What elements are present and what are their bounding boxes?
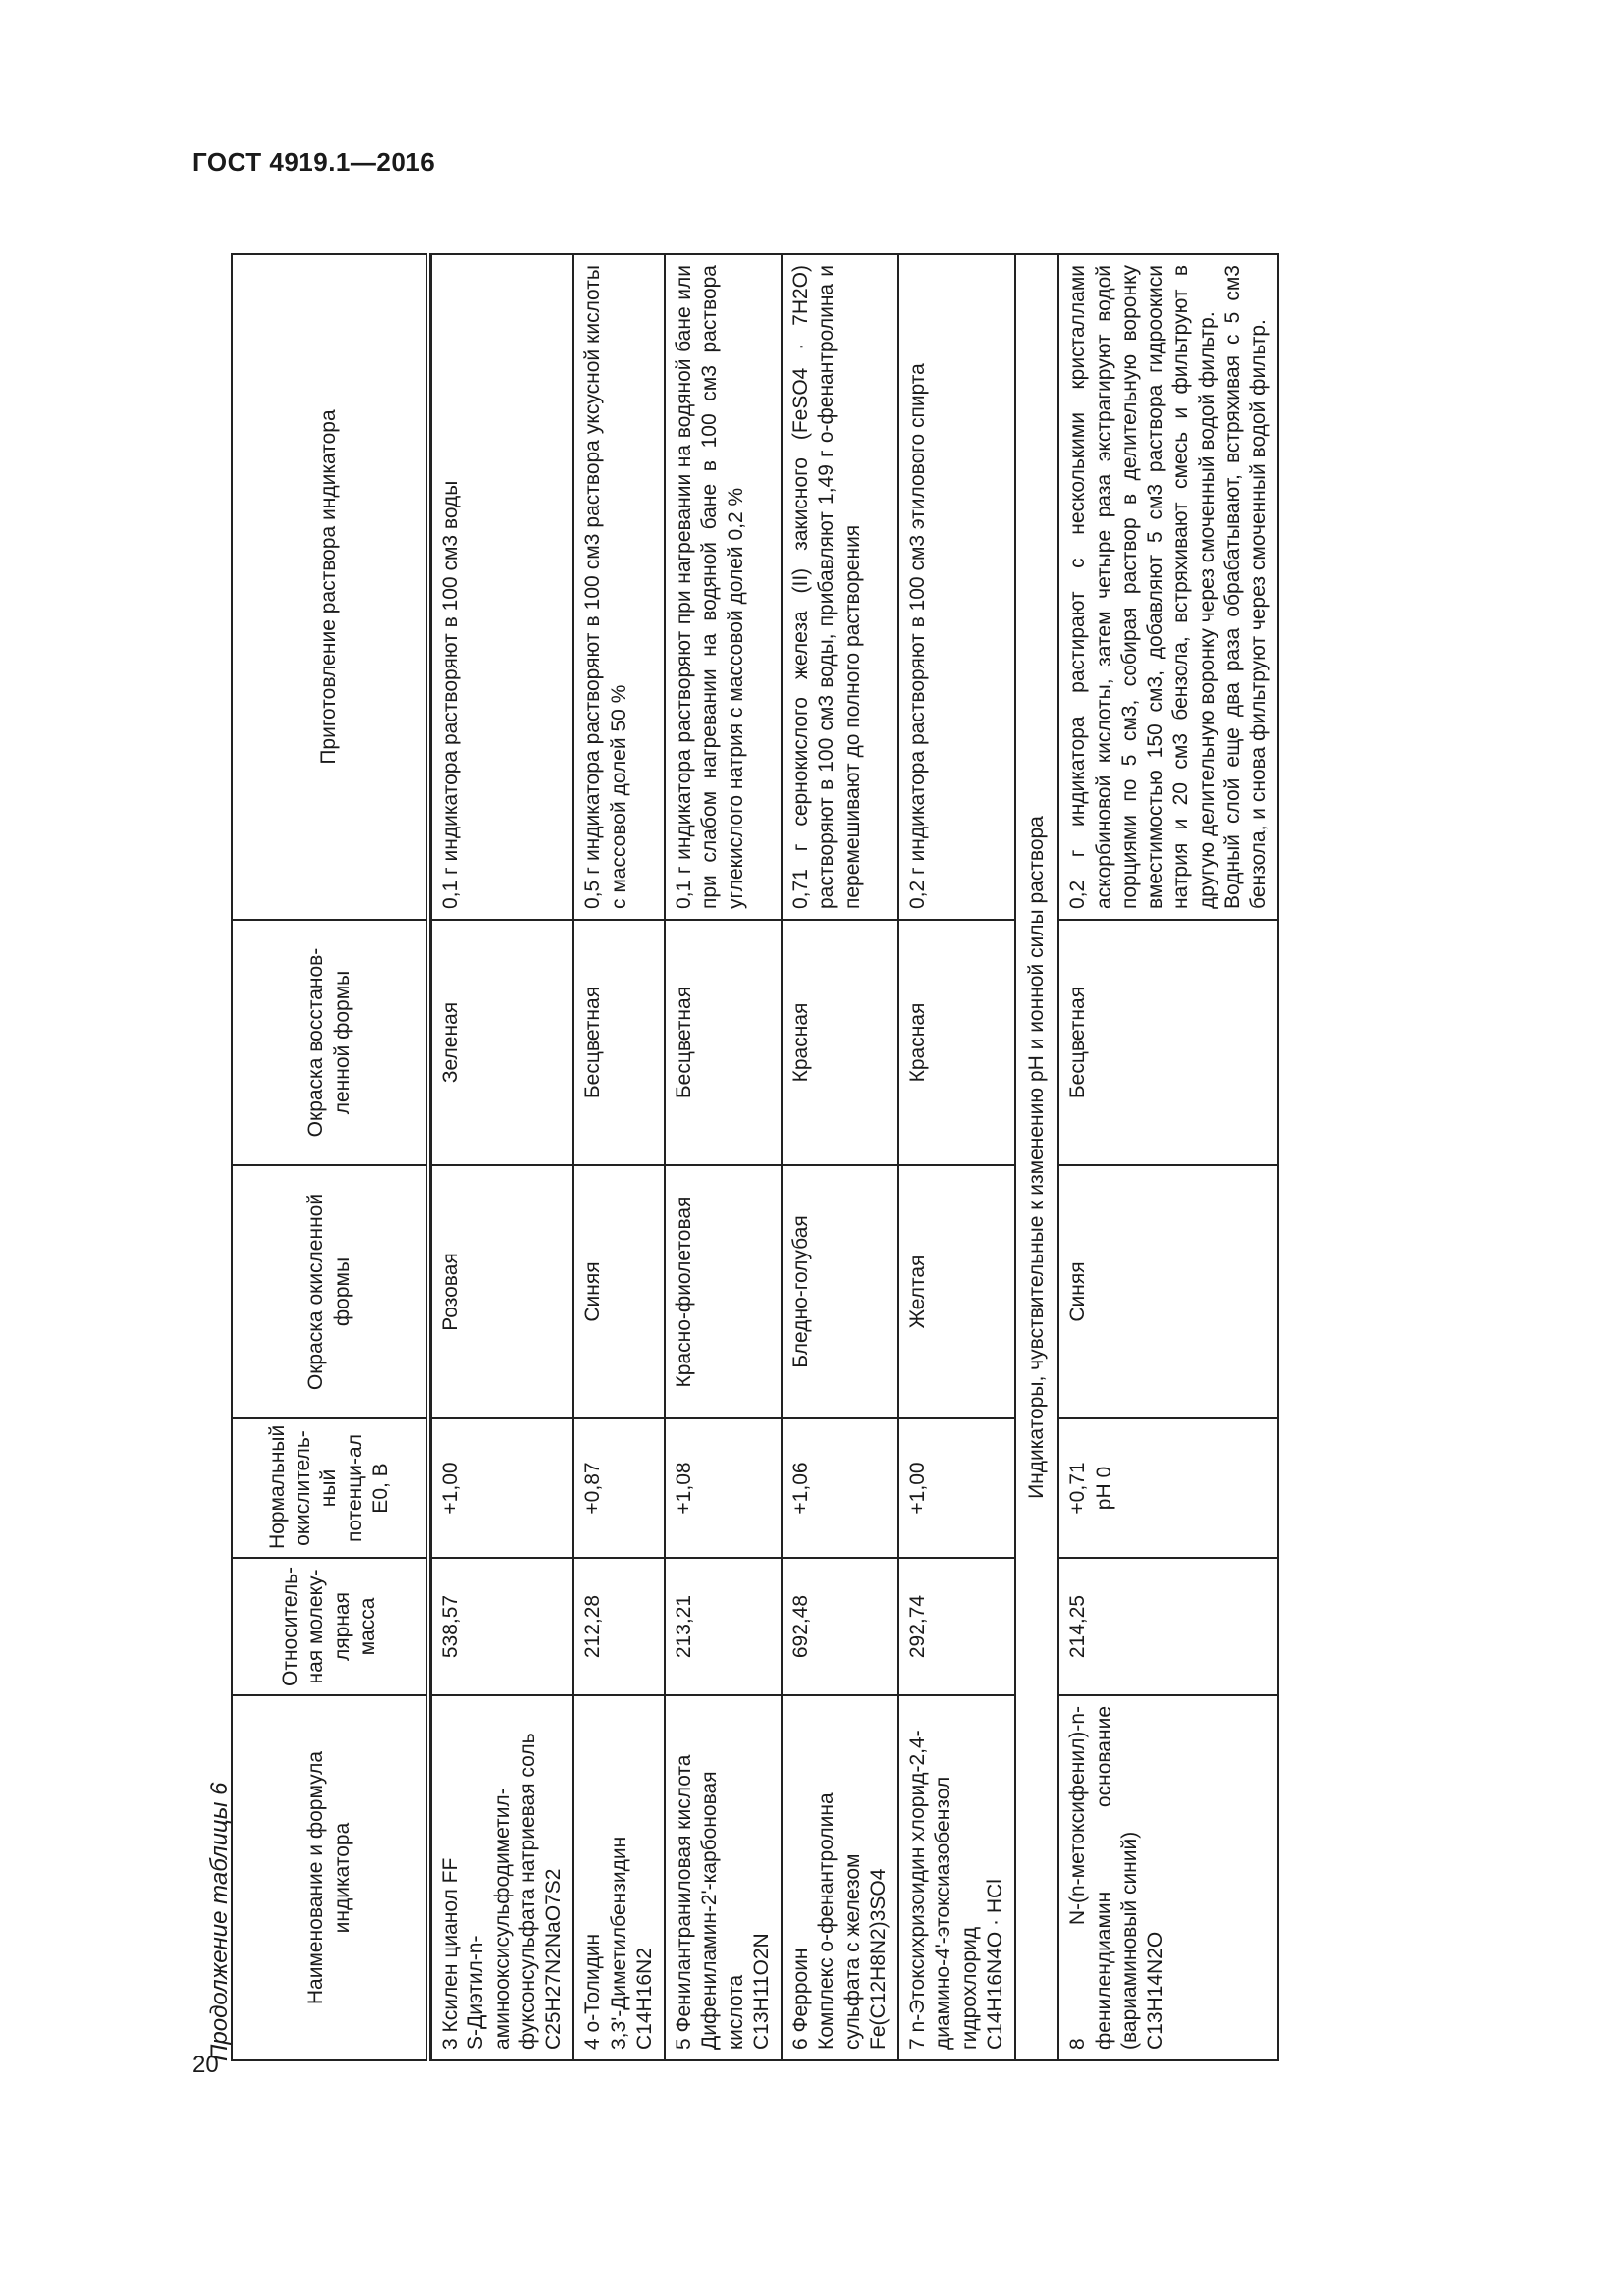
reduced-color: Бесцветная (1058, 920, 1278, 1165)
normal-potential: +0,71 (1066, 1462, 1090, 1515)
indicator-formula: C14H16N4O · HCl (983, 1879, 1006, 2050)
table-row (782, 254, 898, 2060)
molecular-mass: 538,57 (431, 1558, 573, 1695)
reduced-color: Бесцветная (573, 920, 665, 1165)
header-oxidized: Окраска окисленной формы (232, 1165, 428, 1418)
indicator-name-line: 4 о-Толидин (581, 1933, 605, 2050)
header-potential: Нормальный окислитель-ный потенци-ал E0, В (232, 1418, 428, 1558)
header-preparation: Приготовление раствора индикатора (232, 254, 428, 920)
preparation-cell (1058, 254, 1278, 920)
normal-potential: +1,00 (431, 1418, 573, 1558)
page-number: 20 (192, 2052, 219, 2078)
reduced-color: Бесцветная (665, 920, 782, 1165)
table-row (665, 254, 782, 2060)
header-reduced: Окраска восстанов-ленной формы (232, 920, 428, 1165)
table-row (431, 254, 573, 2060)
oxidized-color: Синяя (573, 1165, 665, 1418)
indicator-name-line: 3,3'-Диметилбензидин (607, 1836, 630, 2050)
reduced-color: Зеленая (431, 920, 573, 1165)
indicator-name-line: S-Диэтил-n-аминооксисульфодиметил-фуксонсульфата натриевая соль (464, 1733, 539, 2050)
preparation-text: 0,2 г индикатора растворяют в 100 см3 этилового спирта (898, 254, 1015, 920)
molecular-mass: 213,21 (665, 1558, 782, 1695)
indicator-name-line: 7 n-Этоксихризоидин хлорид-2,4-диамино-4'-этоксиазобензол гидрохлорид (906, 1730, 981, 2050)
section-title: Индикаторы, чувствительные к изменению pH и ионной силы раствора (1015, 254, 1058, 2060)
preparation-text: 0,1 г индикатора растворяют в 100 см3 воды (431, 254, 573, 920)
indicator-name-cell (898, 1695, 1015, 2060)
table-row (898, 254, 1015, 2060)
indicator-name-line: Комплекс о-фенантролина сульфата с железом (815, 1792, 864, 2050)
rotated-table-area (206, 255, 1365, 2061)
molecular-mass: 212,28 (573, 1558, 665, 1695)
oxidized-color: Красно-фиолетовая (665, 1165, 782, 1418)
table-header-row (232, 254, 428, 2060)
indicator-name-cell (782, 1695, 898, 2060)
table-row (573, 254, 665, 2060)
preparation-text: 0,71 г сернокислого железа (II) закисного (FeSO4 · 7H2O) растворяют в 100 см3 воды, прибавляют 1,49 г о-фенантролина и перемешивают до полного растворения (782, 254, 898, 920)
oxidized-color: Желтая (898, 1165, 1015, 1418)
indicator-name-line: 8 N-(n-метоксифенил)-n-фенилендиамин основание (вариаминовый синий) (1066, 1706, 1141, 2050)
header-name: Наименование и формула индикатора (232, 1695, 428, 2060)
indicator-name-line: 6 Ферроин (789, 1948, 812, 2050)
normal-potential: +0,87 (573, 1418, 665, 1558)
header-mass: Относитель-ная молеку-лярная масса (232, 1558, 428, 1695)
preparation-text: 0,5 г индикатора растворяют в 100 см3 раствора уксусной кислоты с массовой долей 50 % (573, 254, 665, 920)
normal-potential: +1,00 (898, 1418, 1015, 1558)
table-body (428, 254, 1278, 2060)
indicator-name-cell (431, 1695, 573, 2060)
indicator-name-line: 3 Ксилен цианол FF (439, 1857, 461, 2050)
normal-potential: +1,08 (665, 1418, 782, 1558)
oxidized-color: Розовая (431, 1165, 573, 1418)
section-row (1015, 254, 1058, 2060)
molecular-mass: 292,74 (898, 1558, 1015, 1695)
normal-potential: +1,06 (782, 1418, 898, 1558)
indicators-table (231, 253, 1279, 2061)
ph-value: pH 0 (1092, 1466, 1115, 1511)
indicator-formula: Fe(C12H8N2)3SO4 (866, 1868, 890, 2050)
document-title: ГОСТ 4919.1—2016 (192, 147, 436, 177)
indicator-name-cell (1058, 1695, 1278, 2060)
table-caption: Продолжение таблицы 6 (206, 1782, 233, 2061)
molecular-mass: 692,48 (782, 1558, 898, 1695)
indicator-name-cell (573, 1695, 665, 2060)
indicator-name-cell (665, 1695, 782, 2060)
oxidized-color: Бледно-голубая (782, 1165, 898, 1418)
preparation-text: 0,2 г индикатора растирают с несколькими кристаллами аскорбиновой кислоты, затем четыре раза экстрагируют водой порциями по 5 см3, собирая раствор в делительную воронку вместимостью 150 см3, добавляют 5 см3 раствора гидроокиси натрия и 20 см3 бензола, встряхивают смесь и фильтруют в другую делительную воронку через смоченный водой фильтр. (1066, 265, 1218, 909)
molecular-mass: 214,25 (1058, 1558, 1278, 1695)
normal-potential-cell (1058, 1418, 1278, 1558)
indicator-name-line: 5 Фенилантраниловая кислота (673, 1754, 695, 2050)
indicator-formula: C25H27N2NaO7S2 (542, 1868, 565, 2050)
reduced-color: Красная (898, 920, 1015, 1165)
preparation-text: Водный слой еще два раза обрабатывают, встряхивая с 5 см3 бензола, и снова фильтруют через смоченный водой фильтр. (1220, 265, 1270, 909)
table-row (1058, 254, 1278, 2060)
indicator-formula: C14H16N2 (632, 1948, 656, 2050)
reduced-color: Красная (782, 920, 898, 1165)
indicator-formula: C13H14N2O (1144, 1931, 1166, 2050)
oxidized-color: Синяя (1058, 1165, 1278, 1418)
preparation-text: 0,1 г индикатора растворяют при нагревании на водяной бане или при слабом нагревании на водяной бане в 100 см3 раствора углекислого натрия с массовой долей 0,2 % (665, 254, 782, 920)
indicator-formula: C13H11O2N (749, 1933, 773, 2050)
indicator-name-line: Дифениламин-2'-карбоновая кислота (698, 1771, 747, 2050)
